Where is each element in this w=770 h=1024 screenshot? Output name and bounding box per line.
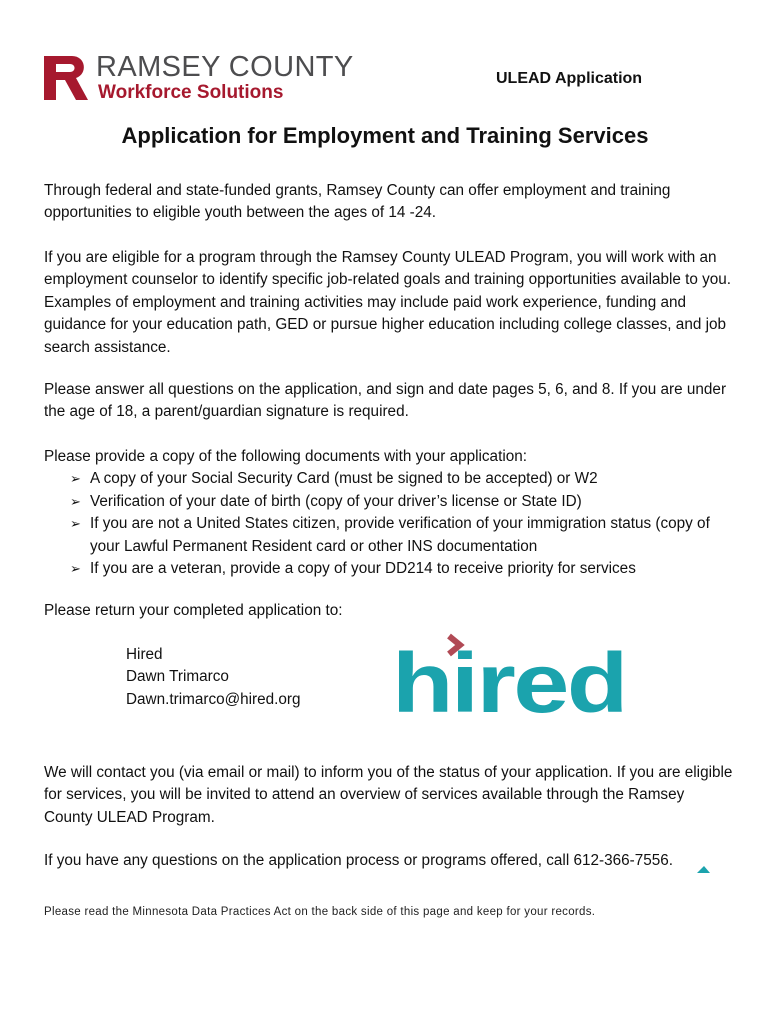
arrow-bullet-icon: ➢ (70, 561, 81, 577)
instructions-paragraph (44, 379, 734, 424)
hired-logo-text: hired (392, 636, 626, 722)
logo-title: RAMSEY COUNTY (96, 51, 354, 83)
hired-logo (392, 632, 628, 722)
page-title: Application for Employment and Training Services (121, 123, 649, 148)
footnote: Please read the Minnesota Data Practices Act on the back side of this page and keep for your records. (44, 906, 596, 918)
list-item: ➢ Verification of your date of birth (copy of your driver’s license or State ID) (68, 491, 734, 513)
return-section (44, 600, 734, 622)
contact-email[interactable]: Dawn.trimarco@hired.org (126, 690, 301, 708)
contact-name: Dawn Trimarco (126, 668, 229, 686)
contact-organization: Hired (126, 646, 163, 663)
list-item: ➢ If you are a veteran, provide a copy of your DD214 to receive priority for services (68, 558, 734, 580)
instructions-text: Please answer all questions on the application, and sign and date pages 5, 6, and 8. If you are under the age of 18, a parent/guardian signature is required. (44, 381, 727, 421)
list-item: ➢ If you are not a United States citizen, provide verification of your immigration status (copy of your Lawful Permanent Resident card or other INS documentation (70, 515, 710, 555)
program-text: If you are eligible for a program through the Ramsey County ULEAD Program, you will work with an employment counselor to identify specific job-related goals and training opportunities available to you. Examples of employment and training activities may include paid work experience, funding and guidance for your education path, GED or pursue higher education including college classes, and job search assistance. (44, 249, 732, 356)
corner-mark-icon (697, 864, 711, 874)
documents-intro: Please provide a copy of the following documents with your application: (44, 448, 527, 465)
arrow-bullet-icon: ➢ (70, 493, 81, 509)
contact-notice-text: We will contact you (via email or mail) to inform you of the status of your application. If you are eligible for services, you will be invited to attend an overview of services available through the Ramsey County ULEAD Program. (44, 764, 733, 826)
logo-subtitle: Workforce Solutions (98, 82, 284, 103)
contact-notice-paragraph (44, 762, 734, 829)
documents-section (44, 446, 734, 580)
return-intro: Please return your completed application to: (44, 602, 343, 619)
ramsey-r-mark-icon (42, 54, 92, 102)
contact-block (126, 644, 301, 711)
application-tag: ULEAD Application (496, 70, 643, 87)
intro-paragraph (44, 180, 734, 225)
arrow-bullet-icon: ➢ (70, 516, 81, 532)
arrow-bullet-icon: ➢ (70, 471, 81, 487)
documents-list (44, 468, 734, 580)
intro-text: Through federal and state-funded grants, Ramsey County can offer employment and training opportunities to eligible youth between the ages of 14 -24. (44, 182, 671, 222)
list-item: ➢ A copy of your Social Security Card (must be signed to be accepted) or W2 (68, 468, 734, 490)
ramsey-county-logo (42, 51, 382, 106)
questions-text: If you have any questions on the application process or programs offered, call 612-366-7556. (44, 852, 673, 869)
questions-paragraph (44, 850, 734, 872)
program-paragraph (44, 247, 734, 359)
